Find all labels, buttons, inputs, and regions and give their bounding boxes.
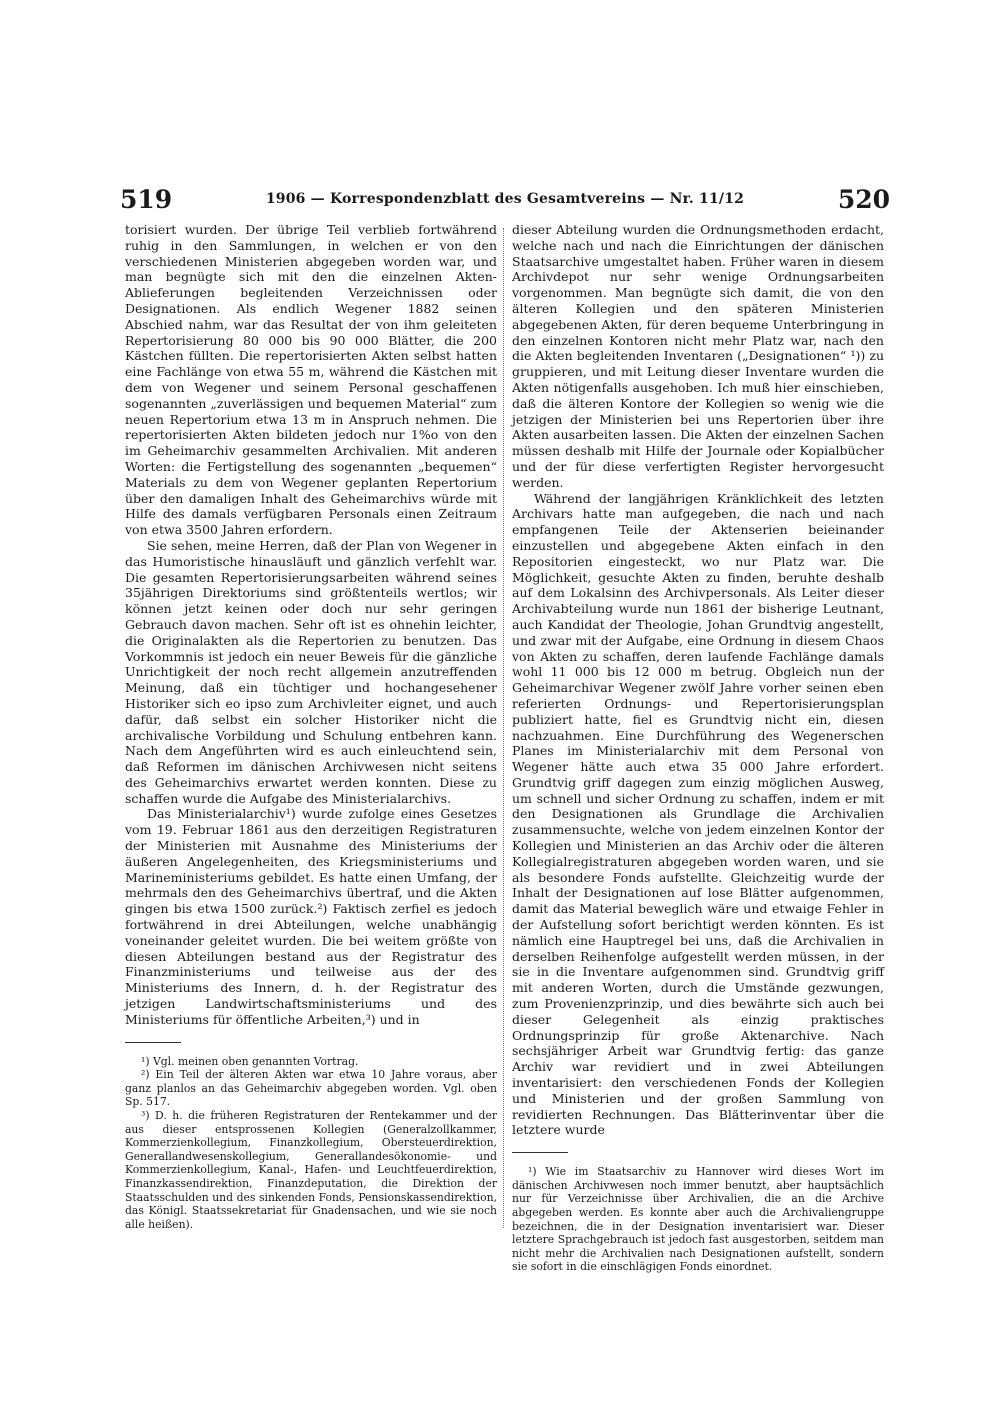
column-divider — [503, 228, 504, 1228]
right-column — [512, 222, 884, 1274]
page-number-right: 520 — [837, 185, 890, 214]
paragraph: Während der langjährigen Kränklichkeit des letzten Archivars hatte man aufgegeben, die nach und nach empfangenen Teile der Aktenserien beieinander einzustellen und abgegebene Akten einfach in den Repositorien eingesteckt, wo nur Platz war. Die Möglichkeit, gesuchte Akten zu finden, beruhte deshalb auf dem Lokalsinn des Archivpersonals. Als Leiter dieser Archivabteilung wurde nun 1861 der bisherige Leutnant, auch Kandidat der Theologie, Johan Grundtvig angestellt, und zwar mit der Aufgabe, eine Ordnung in diesem Chaos von Akten zu schaffen, deren laufende Fachlänge damals wohl 11 000 bis 12 000 m betrug. Obgleich nun der Geheimarchivar Wegener zwölf Jahre vorher seinen eben referierten Ordnungs- und Repertorisierungsplan publiziert hatte, fiel es Grundtvig nicht ein, diesen nachzuahmen. Eine Durchführung des Wegenerschen Planes im Ministerialarchiv mit dem Personal von Wegener hätte auch etwa 35 000 Jahre erfordert. Grundtvig griff dagegen zum einzig möglichen Ausweg, um schnell und sicher Ordnung zu schaffen, indem er mit den Designationen als Grundlage die Archivalien zusammensuchte, welche von jedem einzelnen Kontor der Kollegien und Ministerien an das Archiv oder die älteren Kollegialregistraturen abgegeben worden waren, und sie als besondere Fonds aufstellte. Gleichzeitig wurde der Inhalt der Designationen auf lose Blätter aufgenommen, damit das Material beweglich wäre und etwaige Fehler in der Aufstellung sofort berichtigt werden könnten. Es ist nämlich eine Hauptregel bei uns, daß die Archivalien in derselben Reihenfolge aufgestellt werden müssen, in der sie in die Inventare aufgenommen sind. Grundtvig griff mit anderen Worten, durch die Umstände gezwungen, zum Provenienzprinzip, und dies bewährte sich auch bei dieser Gelegenheit als einzig praktisches Ordnungsprinzip für große Aktenarchive. Nach sechsjähriger Arbeit war Grundtvig fertig: das ganze Archiv war revidiert und in zwei Abteilungen inventarisiert: den verschiedenen Fonds der Kollegien und Ministerien und der großen Sammlung von revidierten Rechnungen. Das Blätterinventar über die letztere wurde — [512, 490, 884, 1138]
running-title: 1906 — Korrespondenzblatt des Gesamtvereins — Nr. 11/12 — [265, 191, 745, 207]
footnote-rule — [125, 1042, 181, 1043]
page-number-left: 519 — [120, 185, 173, 214]
page-header — [120, 185, 890, 215]
paragraph: torisiert wurden. Der übrige Teil verblieb fortwährend ruhig in den Sammlungen, in welchen er von den verschiedenen Ministerien abgegeben worden war, und man begnügte sich mit den die einzelnen Akten-Ablieferungen begleitenden Verzeichnissen oder Designationen. Als endlich Wegener 1882 seinen Abschied nahm, war das Resultat der von ihm geleiteten Repertorisierung 80 000 bis 90 000 Blätter, die 200 Kästchen füllten. Die repertorisierten Akten selbst hatten eine Fachlänge von etwa 55 m, während die Kästchen mit dem von Wegener und seinem Personal geschaffenen sogenannten „zuverlässigen und bequemen Material“ zum neuen Repertorium etwa 13 m in Anspruch nehmen. Die repertorisierten Akten bildeten jedoch nur 1%o von den im Geheimarchiv gesammelten Archivalien. Mit anderen Worten: die Fertigstellung des sogenannten „bequemen“ Materials zu dem von Wegener geplanten Repertorium über den damaligen Inhalt des Geheimarchivs würde mit Hilfe des damals verfügbaren Personals einen Zeitraum von etwa 3500 Jahren erfordern. — [125, 222, 497, 538]
footnote: ¹) Vgl. meinen oben genannten Vortrag. — [141, 1054, 359, 1068]
footnote: ³) D. h. die früheren Registraturen der Rentekammer und der aus dieser entsprossenen Kollegien (Generalzollkammer, Kommerzienkollegium, Finanzkollegium, Obersteuerdirektion, Generallandwesenskollegium, Generallandesökonomie- und Kommerzienkollegium, Kanal-, Hafen- und Leuchtfeuerdirektion, Finanzkassendirektion, Finanzdeputation, die Direktion der Staatsschulden und des sinkenden Fonds, Pensionskassendirektion, das Königl. Staatssekretariat für Gnadensachen, und wie sie noch alle heißen). — [125, 1109, 497, 1231]
paragraph: dieser Abteilung wurden die Ordnungsmethoden erdacht, welche nach und nach die Einrichtungen der dänischen Staatsarchive umgestaltet haben. Früher waren in diesem Archivdepot nur sehr wenige Ordnungsarbeiten vorgenommen. Man begnügte sich damit, die von den älteren Kollegien und den späteren Ministerien abgegebenen Akten, für deren bequeme Unterbringung in den einzelnen Kontoren nicht mehr Platz war, nach den die Akten begleitenden Inventaren („Designationen“ ¹)) zu gruppieren, und mit Leitung dieser Inventare wurden die Akten nötigenfalls ausgehoben. Ich muß hier einschieben, daß die älteren Kontore der Kollegien so wenig wie die jetzigen der Ministerien bei uns Repertorien über ihre Akten ausarbeiten lassen. Die Akten der einzelnen Sachen müssen deshalb mit Hilfe der Journale oder Kopialbücher und der für diese verfertigten Register hervorgesucht werden. — [512, 222, 884, 490]
paragraph: Das Ministerialarchiv¹) wurde zufolge eines Gesetzes vom 19. Februar 1861 aus den derzeitigen Registraturen der Ministerien mit Ausnahme des Ministeriums der äußeren Angelegenheiten, des Kriegsministeriums und Marineministeriums gebildet. Es hatte einen Umfang, der mehrmals den des Geheimarchivs übertraf, und die Akten gingen bis etwa 1500 zurück.²) Faktisch zerfiel es jedoch fortwährend in drei Abteilungen, welche unabhängig voneinander geleitet wurden. Die bei weitem größte von diesen Abteilungen bestand aus der Registratur des Finanzministeriums und teilweise aus der des Ministeriums des Innern, d. h. der Registratur des jetzigen Landwirtschaftsministeriums und des Ministeriums für öffentliche Arbeiten,³) und in — [125, 806, 497, 1027]
paragraph: Sie sehen, meine Herren, daß der Plan von Wegener in das Humoristische hinausläuft und gänzlich verfehlt war. Die gesamten Repertorisierungsarbeiten während seines 35jährigen Direktoriums sind größtenteils wertlos; wir können jetzt keinen oder doch nur sehr geringen Gebrauch davon machen. Sehr oft ist es ohnehin leichter, die Originalakten als die Repertorien zu benutzen. Das Vorkommnis ist jedoch ein neuer Beweis für die gänzliche Unrichtigkeit der noch recht allgemein anzutreffenden Meinung, daß ein tüchtiger und hochangesehener Historiker sich eo ipso zum Archivleiter eignet, und auch dafür, daß selbst ein solcher Historiker nicht die archivalische Vorbildung und Schulung entbehren kann. Nach dem Angeführten wird es auch einleuchtend sein, daß Reformen im dänischen Archivwesen nicht seitens des Geheimarchivs erwartet werden konnten. Diese zu schaffen wurde die Aufgabe des Ministerialarchivs. — [125, 537, 497, 806]
left-column — [125, 222, 497, 1231]
footnote-rule — [512, 1152, 568, 1153]
footnote: ¹) Wie im Staatsarchiv zu Hannover wird dieses Wort im dänischen Archivwesen noch immer benutzt, aber hauptsächlich nur für Verzeichnisse über Archivalien, die an die Archive abgegeben werden. Es konnte aber auch die Archivaliengruppe bezeichnen, die in der Designation inventarisiert war. Dieser letztere Sprachgebrauch ist jedoch fast ausgestorben, seitdem man nicht mehr die Archivalien nach Designationen aufstellt, sondern sie sofort in die einschlägigen Fonds einordnet. — [512, 1165, 884, 1274]
footnote: ²) Ein Teil der älteren Akten war etwa 10 Jahre voraus, aber ganz planlos an das Geheimarchiv abgegeben worden. Vgl. oben Sp. 517. — [125, 1068, 497, 1109]
